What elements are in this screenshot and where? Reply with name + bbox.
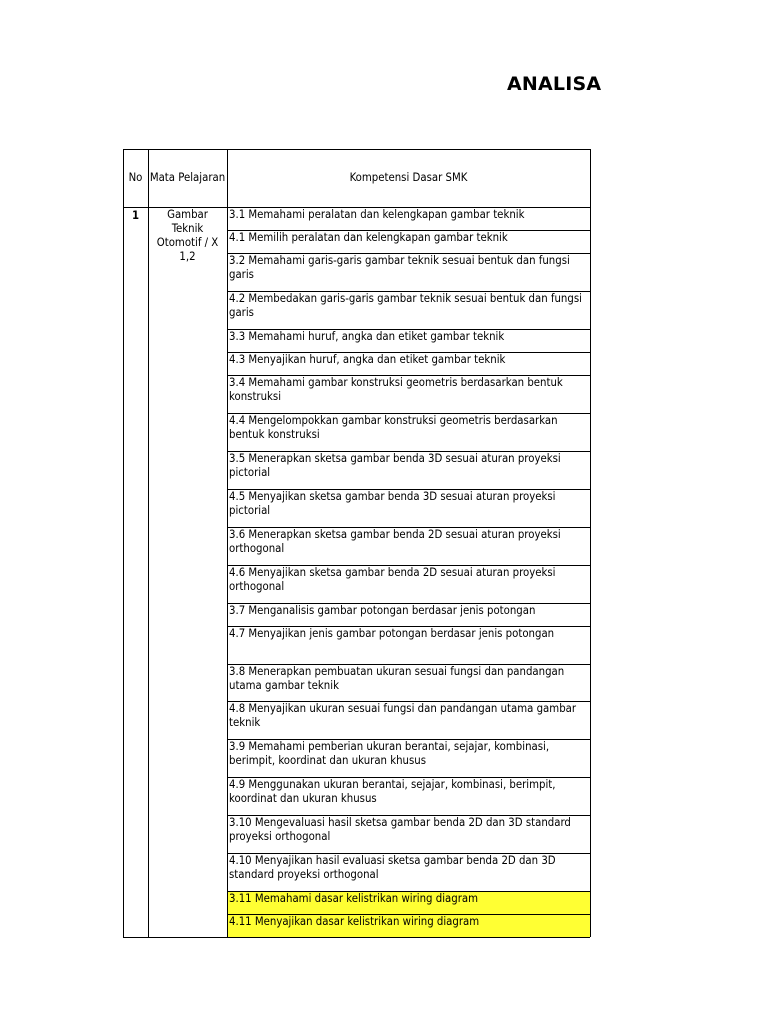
kd-item: 4.8 Menyajikan ukuran sesuai fungsi dan pandangan utama gambar teknik [229, 702, 577, 729]
kd-item: 3.10 Mengevaluasi hasil sketsa gambar benda 2D dan 3D standard proyeksi orthogonal [229, 816, 571, 843]
subject-name [148, 207, 227, 937]
kd-item: 3.11 Memahami dasar kelistrikan wiring diagram [227, 891, 590, 914]
subject-name-line: Otomotif / X [156, 236, 219, 249]
kd-item: 3.5 Menerapkan sketsa gambar benda 3D sesuai aturan proyeksi pictorial [229, 452, 561, 479]
kd-item: 3.4 Memahami gambar konstruksi geometris berdasarkan bentuk konstruksi [229, 376, 563, 403]
subject-name-line: 1,2 [179, 250, 196, 263]
kd-item: 4.4 Mengelompokkan gambar konstruksi geometris berdasarkan bentuk konstruksi [229, 414, 558, 441]
kd-item: 3.2 Memahami garis-garis gambar teknik sesuai bentuk dan fungsi garis [229, 254, 570, 281]
kd-item: 4.2 Membedakan garis-garis gambar teknik sesuai bentuk dan fungsi garis [229, 292, 582, 319]
document-title: ANALISA [507, 73, 602, 95]
kd-item: 4.1 Memilih peralatan dan kelengkapan gambar teknik [229, 231, 508, 244]
header-kompetensi-dasar: Kompetensi Dasar SMK [349, 171, 468, 184]
kd-item: 4.7 Menyajikan jenis gambar potongan berdasar jenis potongan [229, 627, 555, 640]
kd-item: 3.8 Menerapkan pembuatan ukuran sesuai fungsi dan pandangan utama gambar teknik [229, 665, 565, 692]
row-number: 1 [131, 209, 140, 222]
kd-item: 4.5 Menyajikan sketsa gambar benda 3D sesuai aturan proyeksi pictorial [229, 490, 556, 517]
kd-item: 3.1 Memahami peralatan dan kelengkapan gambar teknik [229, 208, 525, 221]
kd-item: 3.9 Memahami pemberian ukuran berantai, sejajar, kombinasi, berimpit, koordinat dan ukuran khusus [229, 740, 550, 767]
kd-item: 4.11 Menyajikan dasar kelistrikan wiring diagram [227, 914, 590, 937]
kd-item: 3.6 Menerapkan sketsa gambar benda 2D sesuai aturan proyeksi orthogonal [229, 528, 561, 555]
kd-item: 4.3 Menyajikan huruf, angka dan etiket gambar teknik [229, 353, 506, 366]
kd-item: 3.7 Menganalisis gambar potongan berdasar jenis potongan [229, 604, 536, 617]
subject-name-line: Teknik [171, 222, 204, 235]
subject-name-line: Gambar [167, 208, 208, 221]
header-no: No [128, 171, 143, 184]
kd-item: 3.3 Memahami huruf, angka dan etiket gambar teknik [229, 330, 505, 343]
kd-item: 4.9 Menggunakan ukuran berantai, sejajar, kombinasi, berimpit, koordinat dan ukuran khusus [229, 778, 556, 805]
kd-item: 4.10 Menyajikan hasil evaluasi sketsa gambar benda 2D dan 3D standard proyeksi orthogonal [229, 854, 556, 881]
header-mata-pelajaran: Mata Pelajaran [149, 171, 226, 184]
kd-item: 4.6 Menyajikan sketsa gambar benda 2D sesuai aturan proyeksi orthogonal [229, 566, 556, 593]
